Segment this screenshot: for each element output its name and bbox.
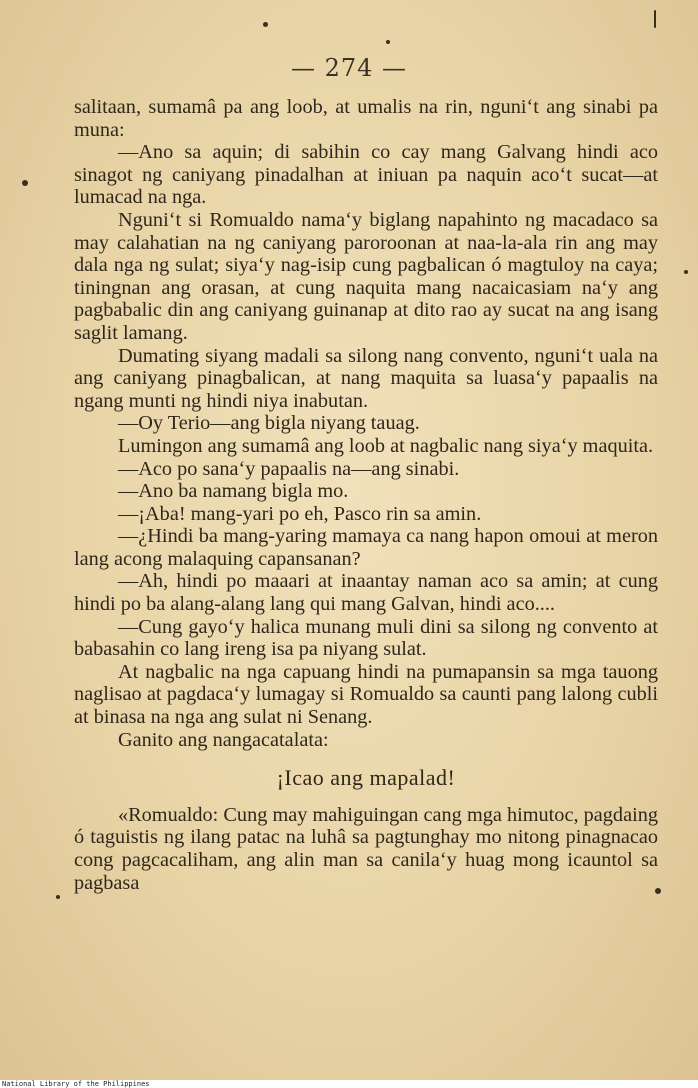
paragraph: —Oy Terio—ang bigla niyang tauag. (118, 412, 420, 435)
paper-speck (22, 180, 28, 186)
paragraph: —¡Aba! mang-yari po eh, Pasco rin sa amin. (118, 502, 482, 525)
poem-title: ¡Icao ang mapalad! (276, 765, 456, 791)
library-credit: National Library of the Philippines (2, 1080, 698, 1088)
paragraph: Ganito ang nangacatalata: (118, 728, 329, 751)
paper-speck (263, 22, 268, 27)
paragraph: Lumingon ang sumamâ ang loob at nagbalic nang siya‘y maquita. (118, 434, 654, 457)
paragraph: salitaan, sumamâ pa ang loob, at umalis na rin, nguni‘t ang sinabi pa muna: (74, 96, 658, 141)
paragraph: —Aco po sana‘y papaalis na—ang sinabi. (118, 457, 460, 480)
paragraph: —Ah, hindi po maaari at inaantay naman aco sa amin; at cung hindi po ba alang-alang lang qui mang Galvan, hindi aco.... (74, 570, 658, 616)
paragraph: —Ano sa aquin; di sabihin co cay mang Galvang hindi aco sinagot ng caniyang pinadalhan at iniuan pa naquin aco‘t sucat—at lumacad na nga. (74, 141, 658, 209)
paragraph: —¿Hindi ba mang-yaring mamaya ca nang hapon omoui at meron lang acong malaquing capansanan? (74, 525, 658, 570)
letter-paragraph: «Romualdo: Cung may mahiguingan cang mga himutoc, pagdaing ó taguistis ng ilang patac na luhâ sa pagtunghay mo nitong pinagnacao cong pagcacaliham, ang alin man sa canila‘y huag mong icauntol sa pagbasa (74, 803, 658, 894)
paper-speck (684, 270, 688, 274)
paper-speck (386, 40, 390, 44)
page-number: — 274 — (290, 54, 408, 82)
paper-speck (56, 895, 60, 899)
paragraph: Dumating siyang madali sa silong nang convento, nguni‘t uala na ang caniyang pinagbalican, at nang maquita sa luasa‘y papaalis na ngang munti ng hindi niya inabutan. (74, 344, 658, 412)
paragraph: Nguni‘t si Romualdo nama‘y biglang napahinto ng macadaco sa may calahatian na ng caniyang paroroonan at naa-la-ala rin ang may dala nga ng sulat; siya‘y nag-isip cung pagbalican ó magtuloy na caya; tiningnan ang orasan, at cung naquita mang nacaicasiam na‘y ang pagbabalic din ang caniyang guinanap at dito rao ay sucat na ang isang saglit lamang. (74, 208, 658, 344)
body-text (74, 96, 658, 894)
paper-scratch (654, 10, 656, 28)
paragraph: —Cung gayo‘y halica munang muli dini sa silong ng convento at babasahin co lang ireng isa pa niyang sulat. (74, 615, 658, 661)
paragraph: At nagbalic na nga capuang hindi na pumapansin sa mga tauong naglisao at pagdaca‘y lumagay si Romualdo sa caunti pang lalong cubli at binasa na nga ang sulat ni Senang. (74, 660, 658, 729)
paragraph: —Ano ba namang bigla mo. (118, 480, 349, 503)
